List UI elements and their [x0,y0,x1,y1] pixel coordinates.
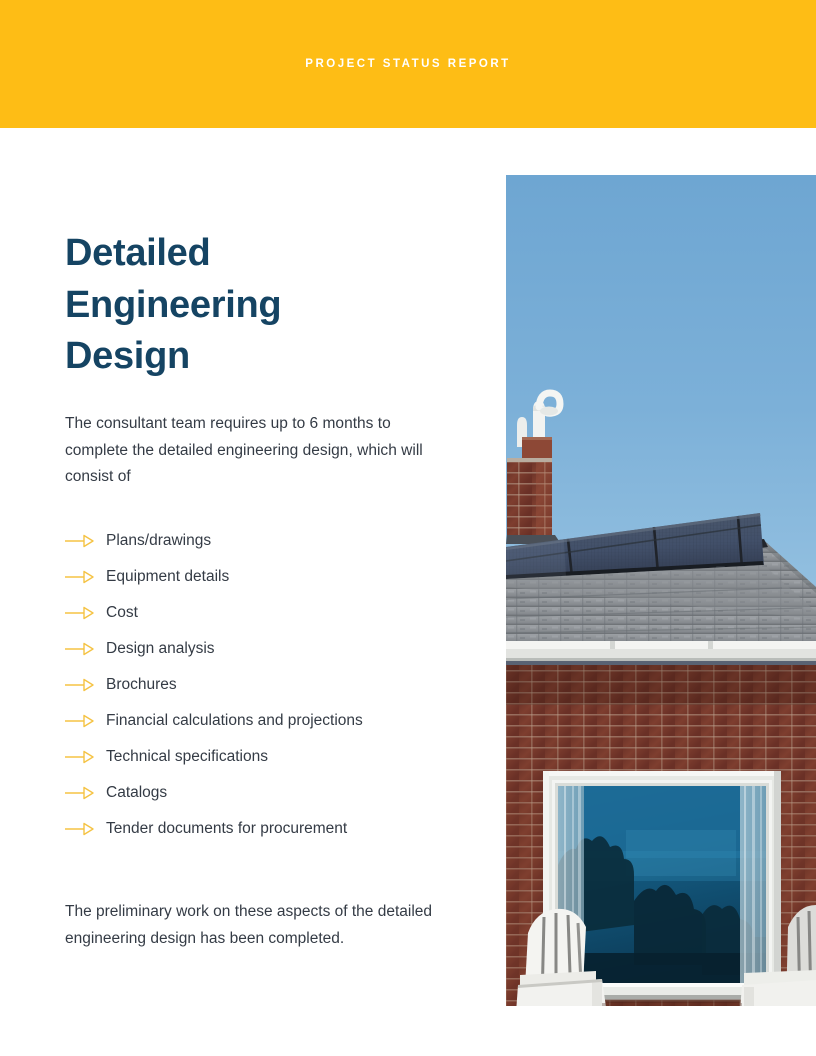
list-item-label: Design analysis [106,640,215,658]
list-item-label: Plans/drawings [106,532,212,550]
list-item-label: Catalogs [106,784,168,802]
list-item [65,775,465,811]
list-item [65,811,465,847]
list-item-label: Equipment details [106,568,230,586]
list-item [65,703,465,739]
list-item [65,595,465,631]
arrow-right-icon [65,678,95,692]
content-column [65,228,465,952]
list-item [65,559,465,595]
list-item [65,631,465,667]
list-item-label: Technical specifications [106,748,268,766]
list-item [65,523,465,559]
arrow-right-icon [65,570,95,584]
list-item-label: Tender documents for procurement [106,820,348,838]
list-item-label: Brochures [106,676,177,694]
deliverables-list [65,523,465,847]
solar-panel-house-photo [506,175,816,1006]
closing-paragraph: The preliminary work on these aspects of the detailed engineering design has been completed. [65,902,433,947]
arrow-right-icon [65,786,95,800]
arrow-right-icon [65,750,95,764]
page-title: Detailed Engineering Design [65,232,282,378]
list-item-label: Financial calculations and projections [106,712,363,730]
arrow-right-icon [65,822,95,836]
intro-paragraph: The consultant team requires up to 6 months to complete the detailed engineering design, which will consist of [65,415,423,486]
arrow-right-icon [65,642,95,656]
arrow-right-icon [65,534,95,548]
arrow-right-icon [65,714,95,728]
list-item [65,739,465,775]
page-header-title: PROJECT STATUS REPORT [305,58,511,70]
report-header-band [0,0,816,128]
list-item [65,667,465,703]
list-item-label: Cost [106,604,138,622]
arrow-right-icon [65,606,95,620]
